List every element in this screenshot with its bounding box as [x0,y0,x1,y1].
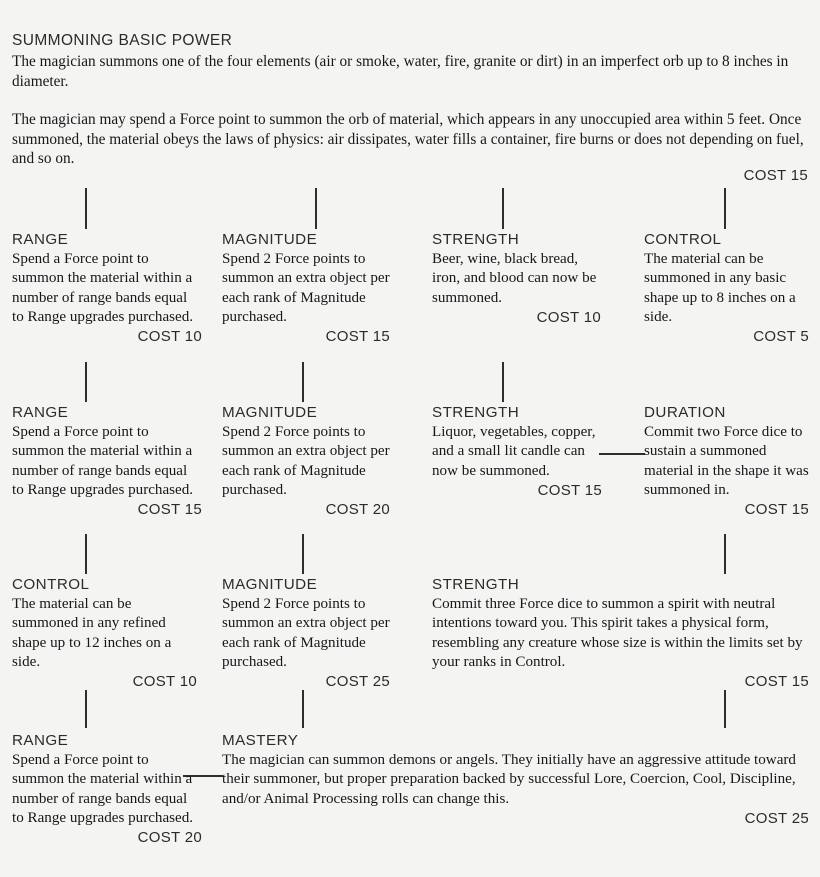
connector-vertical-r2-r3-c1 [85,534,87,574]
connector-horizontal-r2-strength-duration [599,453,645,455]
connector-vertical-r3-r4-c4 [724,690,726,728]
talent-node-range-4[interactable] [12,732,202,847]
talent-title: MAGNITUDE [222,404,318,421]
connector-vertical-r0-r1-c3 [502,188,504,229]
talent-cost: COST 25 [325,673,390,691]
talent-body: Spend 2 Force points to summon an extra object per each rank of Magnitude purchased. [222,251,390,325]
talent-cost: COST 15 [137,501,202,519]
talent-body: Commit two Force dice to sustain a summoned material in the shape it was summoned in. [644,424,809,498]
talent-node-magnitude-1[interactable] [222,231,390,346]
talent-body: Spend a Force point to summon the material within a number of range bands equal to Range upgrades purchased. [12,251,194,325]
connector-vertical-r1-r2-c2 [302,362,304,402]
talent-cost: COST 15 [744,501,809,519]
talent-node-control-1[interactable] [644,231,809,346]
talent-title: RANGE [12,231,69,248]
intro-cost-label: COST 15 [743,167,808,184]
talent-body: The material can be summoned in any refined shape up to 12 inches on a side. [12,596,172,670]
talent-body: Liquor, vegetables, copper, and a small lit candle can now be summoned. [432,424,596,479]
talent-body: The material can be summoned in any basic shape up to 8 inches on a side. [644,251,796,325]
intro-block [12,32,808,169]
intro-paragraph-2: The magician may spend a Force point to summon the orb of material, which appears in any unoccupied area within 5 feet. Once summoned, the material obeys the laws of physics: air dissipates, water fills a container, fire burns or does not depending on fuel, and so on. [12,111,804,168]
connector-vertical-r1-r2-c1 [85,362,87,402]
connector-vertical-r0-r1-c4 [724,188,726,229]
talent-title: MAGNITUDE [222,231,318,248]
talent-node-range-1[interactable] [12,231,202,346]
connector-vertical-r1-r2-c3 [502,362,504,402]
talent-title: CONTROL [644,231,722,248]
talent-node-strength-2[interactable] [432,404,602,500]
intro-paragraph-1: The magician summons one of the four elements (air or smoke, water, fire, granite or dirt) in an imperfect orb up to 8 inches in diameter. [12,53,789,90]
talent-cost: COST 15 [325,328,390,346]
talent-node-mastery-4[interactable] [222,732,809,828]
talent-cost: COST 15 [744,673,809,691]
talent-body: The magician can summon demons or angels. They initially have an aggressive attitude toward their summoner, but proper preparation backed by successful Lore, Coercion, Cool, Discipline, and/or Animal Processing rolls can change this. [222,752,796,807]
talent-title: RANGE [12,732,69,749]
talent-body: Spend 2 Force points to summon an extra object per each rank of Magnitude purchased. [222,596,390,670]
talent-cost: COST 25 [744,809,809,827]
talent-node-range-2[interactable] [12,404,202,519]
talent-title: DURATION [644,404,726,421]
connector-vertical-r0-r1-c1 [85,188,87,229]
talent-body: Spend a Force point to summon the material within a number of range bands equal to Range upgrades purchased. [12,424,194,498]
talent-body: Spend a Force point to summon the material within a number of range bands equal to Range upgrades purchased. [12,752,194,826]
connector-vertical-r3-r4-c2 [302,690,304,728]
page-title: SUMMONING BASIC POWER [12,32,233,49]
talent-node-strength-3[interactable] [432,576,809,691]
talent-node-magnitude-2[interactable] [222,404,390,519]
talent-cost: COST 10 [536,308,601,326]
talent-cost: COST 20 [137,829,202,847]
talent-body: Beer, wine, black bread, iron, and blood can now be summoned. [432,251,597,306]
talent-cost: COST 15 [537,481,602,499]
talent-node-strength-1[interactable] [432,231,601,327]
talent-node-magnitude-3[interactable] [222,576,390,691]
connector-vertical-r2-r3-c2 [302,534,304,574]
talent-body: Spend 2 Force points to summon an extra object per each rank of Magnitude purchased. [222,424,390,498]
connector-vertical-r0-r1-c2 [315,188,317,229]
talent-title: MASTERY [222,732,299,749]
talent-cost: COST 20 [325,501,390,519]
connector-vertical-r2-r3-c4 [724,534,726,574]
talent-title: STRENGTH [432,231,520,248]
talent-body: Commit three Force dice to summon a spirit with neutral intentions toward you. This spirit takes a physical form, resembling any creature whose size is within the limits set by your ranks in Control. [432,596,803,670]
talent-node-control-3[interactable] [12,576,197,691]
talent-title: STRENGTH [432,404,520,421]
talent-title: MAGNITUDE [222,576,318,593]
talent-node-duration-2[interactable] [644,404,809,519]
talent-title: STRENGTH [432,576,520,593]
talent-cost: COST 10 [132,673,197,691]
talent-title: RANGE [12,404,69,421]
talent-title: CONTROL [12,576,90,593]
talent-cost: COST 5 [753,328,809,346]
connector-vertical-r3-r4-c1 [85,690,87,728]
talent-cost: COST 10 [137,328,202,346]
